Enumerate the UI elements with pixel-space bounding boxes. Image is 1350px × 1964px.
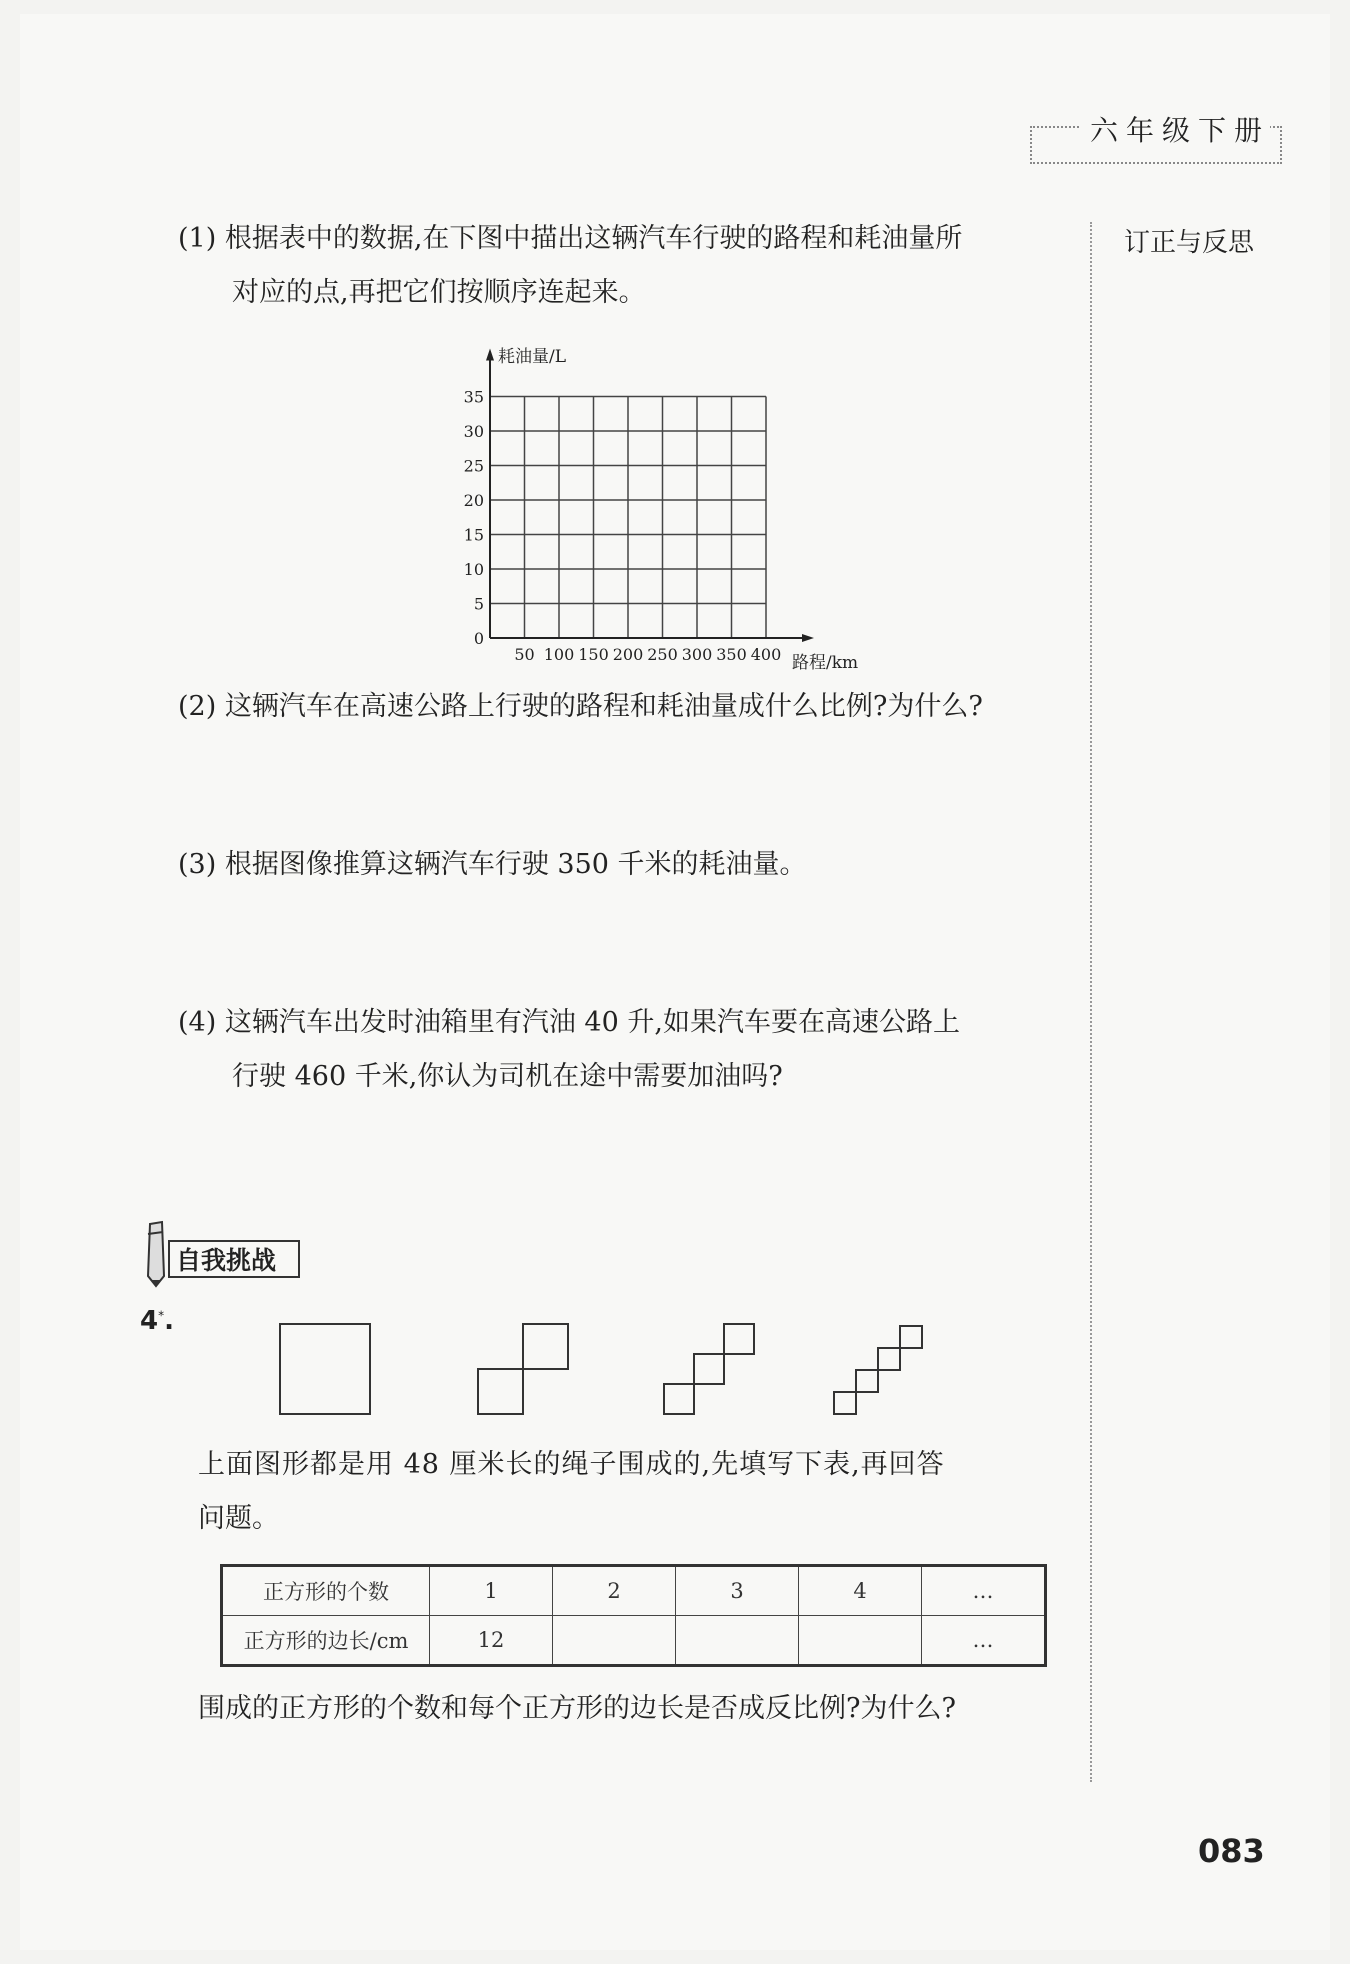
table-row-count (222, 1566, 1046, 1616)
x-tick-label: 400 (750, 645, 782, 664)
x-tick-label: 100 (543, 645, 575, 664)
question-1-number: (1) (178, 223, 217, 254)
table-cell: … (922, 1616, 1046, 1666)
grade-label: 六年级下册 (1030, 126, 1282, 164)
chart-grid (490, 397, 766, 639)
y-tick-label: 30 (463, 422, 484, 441)
question-3 (178, 838, 807, 892)
y-tick-label: 0 (473, 629, 484, 648)
figure-four-squares (834, 1326, 922, 1414)
challenge-text-line1: 上面图形都是用 48 厘米长的绳子围成的,先填写下表,再回答 (198, 1449, 945, 1480)
question-1 (178, 212, 962, 266)
table-cell-answer[interactable] (553, 1616, 676, 1666)
problem-4-star: * (158, 1308, 165, 1323)
table-cell-answer[interactable] (676, 1616, 799, 1666)
y-tick-label: 25 (463, 456, 484, 476)
table-row-side (222, 1616, 1046, 1666)
x-tick-label: 50 (514, 645, 535, 664)
figure-two-squares (478, 1324, 568, 1414)
x-axis-arrow (802, 634, 814, 642)
y-axis-label: 耗油量/L (498, 347, 567, 367)
sidebar-title: 订正与反思 (1124, 228, 1255, 258)
question-2 (178, 680, 983, 734)
table-cell-answer[interactable] (799, 1616, 922, 1666)
y-axis-arrow (486, 349, 494, 361)
question-2-text: 这辆汽车在高速公路上行驶的路程和耗油量成什么比例?为什么? (224, 691, 983, 722)
page-number: 083 (1198, 1832, 1265, 1870)
y-tick-label: 5 (473, 594, 484, 614)
fuel-chart (440, 340, 860, 673)
question-4 (178, 996, 960, 1050)
question-4-number: (4) (178, 1007, 217, 1038)
table-cell: 2 (553, 1566, 676, 1616)
question-2-number: (2) (178, 691, 217, 722)
challenge-title: 自我挑战 (168, 1240, 300, 1278)
x-tick-label: 150 (578, 645, 609, 664)
table-cell: … (922, 1566, 1046, 1616)
y-tick-label: 20 (463, 491, 484, 510)
table-cell: 正方形的个数 (222, 1566, 430, 1616)
chart-axes (486, 349, 814, 643)
y-tick-label: 35 (463, 387, 484, 407)
x-tick-label: 200 (612, 645, 644, 664)
problem-4-number: 4 (140, 1306, 159, 1336)
figure-one-square (280, 1324, 370, 1414)
question-1-line1: 根据表中的数据,在下图中描出这辆汽车行驶的路程和耗油量所 (224, 223, 963, 254)
problem-4-dot: . (164, 1306, 174, 1336)
question-3-text: 根据图像推算这辆汽车行驶 350 千米的耗油量。 (224, 849, 807, 880)
sidebar-divider (1090, 222, 1092, 1782)
table-cell: 1 (430, 1566, 553, 1616)
challenge-question: 围成的正方形的个数和每个正方形的边长是否成反比例?为什么? (198, 1693, 956, 1724)
question-4-line1: 这辆汽车出发时油箱里有汽油 40 升,如果汽车要在高速公路上 (224, 1007, 960, 1038)
question-4-line2: 行驶 460 千米,你认为司机在途中需要加油吗? (232, 1061, 783, 1092)
table-cell: 正方形的边长/cm (222, 1616, 430, 1666)
x-tick-label: 300 (681, 645, 713, 664)
x-axis-label: 路程/km (792, 653, 859, 673)
x-tick-label: 350 (716, 645, 747, 664)
question-1-line2: 对应的点,再把它们按顺序连起来。 (232, 277, 646, 308)
x-tick-label: 250 (647, 645, 678, 664)
square-table (220, 1564, 1047, 1667)
table-cell: 12 (430, 1616, 553, 1666)
problem-4-label (140, 1306, 174, 1336)
square-figures (260, 1316, 1020, 1426)
question-3-number: (3) (178, 849, 217, 880)
challenge-text-line2: 问题。 (198, 1503, 279, 1534)
table-cell: 4 (799, 1566, 922, 1616)
figure-three-squares (664, 1324, 754, 1414)
y-tick-label: 10 (463, 560, 484, 579)
y-tick-label: 15 (463, 525, 484, 545)
table-cell: 3 (676, 1566, 799, 1616)
